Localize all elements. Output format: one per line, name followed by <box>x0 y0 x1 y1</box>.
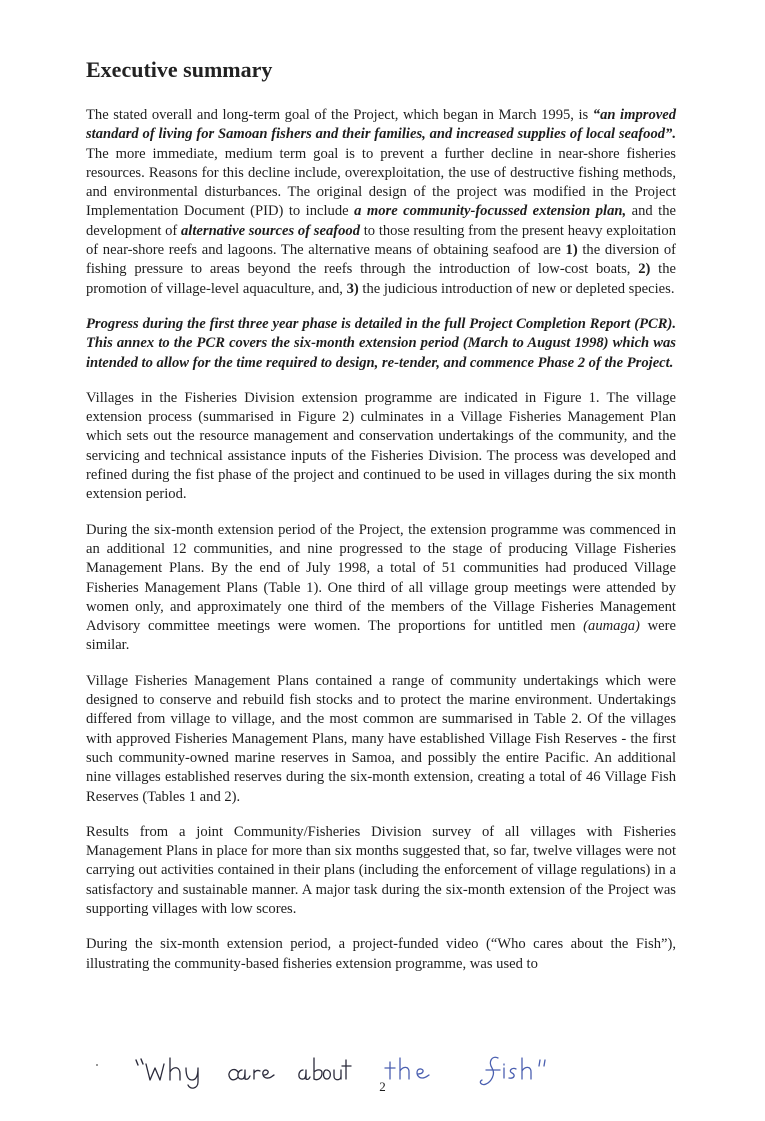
paragraph-survey-results: Results from a joint Community/Fisheries Division survey of all villages with Fisheries Management Plans in place for more than six months suggested that, so far, twelve villages were not carrying out activities contained in their plans (including the enforcement of village regulations) in a satisfactory and sustainable manner. A major task during the six-month extension of the Project was supporting villages with low scores. <box>86 823 676 917</box>
text-run: the judicious introduction of new or depleted species. <box>358 280 675 297</box>
list-number-2: 2) <box>638 261 651 278</box>
text-run: The stated overall and long-term goal of the Project, which began in March 1995, is <box>86 107 593 123</box>
text-run: and the development of <box>86 203 676 239</box>
text-run: were similar. <box>86 618 676 654</box>
emphasis-extension-plan: a more community-focussed extension plan, <box>354 203 627 220</box>
stray-pen-dot <box>96 1064 98 1066</box>
text-run: During the six-month extension period of the Project, the extension programme was commenced in an additional 12 communities, and nine progressed to the stage of producing Village Fisheries Management Plans. By the end of July 1998, a total of 51 communities had produced Village Fisheries Management Plans (Table 1). One third of all village group meetings were attended by women only, and approximately one third of the members of the Village Fisheries Management Advisory committee meetings were women. The proportions for untitled men <box>86 521 676 635</box>
page-title: Executive summary <box>86 57 273 82</box>
list-number-1: 1) <box>565 242 578 259</box>
list-number-3: 3) <box>346 280 359 297</box>
text-run: to those resulting from the present heavy exploitation of near-shore reefs and lagoons. The alternative means of obtaining seafood are <box>86 222 676 259</box>
text-run: the promotion of village-level aquaculture, and, <box>86 261 676 297</box>
document-page <box>86 56 676 974</box>
page-number: 2 <box>379 1079 386 1094</box>
text-run: the diversion of fishing pressure to areas beyond the reefs through the introduction of low-cost boats, <box>86 242 676 278</box>
term-aumaga: (aumaga) <box>583 618 640 635</box>
paragraph-progress-summary: Progress during the first three year phase is detailed in the full Project Completion Report (PCR). This annex to the PCR covers the six-month extension period (March to August 1998) which was intended to allow for the time required to design, re-tender, and commence Phase 2 of the Project. <box>86 315 676 371</box>
paragraph-management-plans: Village Fisheries Management Plans contained a range of community undertakings which were designed to conserve and rebuild fish stocks and to protect the marine environment. Undertakings differed from village to village, and the most common are summarised in Table 2. Of the villages with approved Fisheries Management Plans, many have established Village Fish Reserves - the first such community-owned marine reserves in Samoa, and possibly the entire Pacific. An additional nine villages established reserves during the six-month extension, creating a total of 46 Village Fish Reserves (Tables 1 and 2). <box>86 672 676 805</box>
emphasis-alternative-seafood: alternative sources of seafood <box>181 222 361 239</box>
paragraph-extension-period <box>86 521 676 656</box>
paragraph-project-goal <box>86 106 676 299</box>
goal-quote: “an improved standard of living for Samoan fishers and their families, and increased supplies of local seafood”. <box>86 107 676 143</box>
paragraph-video: During the six-month extension period, a project-funded video (“Who cares about the Fish”), illustrating the community-based fisheries extension programme, was used to <box>86 936 676 972</box>
text-run: The more immediate, medium term goal is to prevent a further decline in near-shore fisheries resources. Reasons for this decline include, overexploitation, the use of destructive fishing methods, and environmental disturbances. The original design of the project was modified in the Project Implementation Document (PID) to include <box>86 145 676 220</box>
paragraph-village-extension: Villages in the Fisheries Division extension programme are indicated in Figure 1. The village extension process (summarised in Figure 2) culminates in a Village Fisheries Management Plan which sets out the resource management and conservation undertakings of the community, and the servicing and technical assistance inputs of the Fisheries Division. The process was developed and refined during the fist phase of the project and continued to be used in villages during the six month extension period. <box>86 389 676 503</box>
